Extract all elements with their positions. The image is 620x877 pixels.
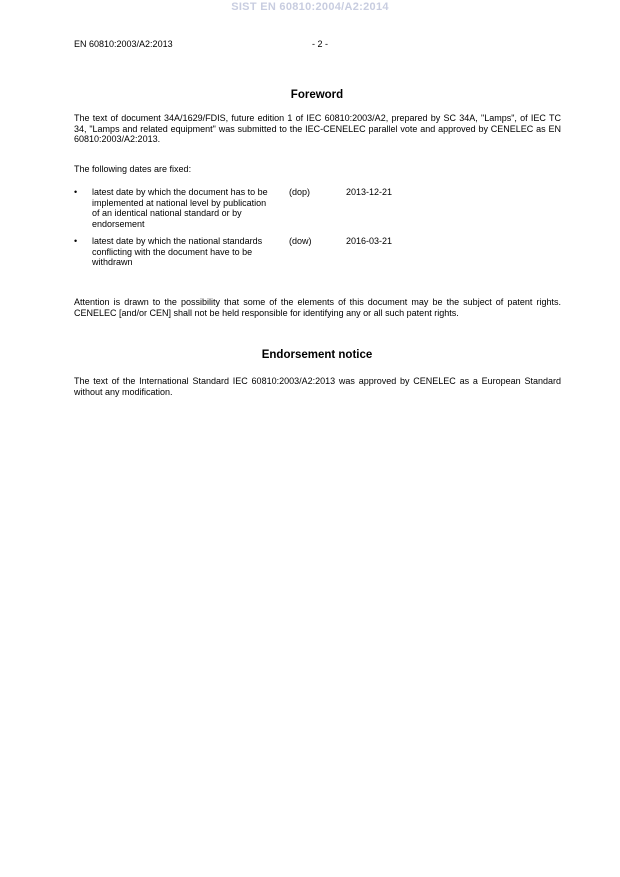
dates-intro: The following dates are fixed: xyxy=(74,164,192,174)
date-item-text: latest date by which the national standards conflicting with the document have to be withdrawn xyxy=(92,236,263,267)
foreword-title: Foreword xyxy=(290,89,344,101)
attention-paragraph: Attention is drawn to the possibility that some of the elements of this document may be the subject of patent rights. CENELEC [and/or CEN] shall not be held responsible for identifying any or all such patent rights. xyxy=(74,297,561,318)
date-item-date: 2016-03-21 xyxy=(346,236,393,246)
watermark: SIST EN 60810:2004/A2:2014 xyxy=(231,1,389,13)
bullet-icon: • xyxy=(74,187,78,197)
bullet-icon: • xyxy=(74,236,78,246)
header-doc-id: EN 60810:2003/A2:2013 xyxy=(74,39,173,49)
date-item-text: latest date by which the document has to be implemented at national level by publication of an identical national standard or by endorsement xyxy=(92,187,268,229)
page-number: - 2 - xyxy=(311,39,328,49)
date-item-code: (dop) xyxy=(289,187,311,197)
foreword-intro: The text of document 34A/1629/FDIS, future edition 1 of IEC 60810:2003/A2, prepared by SC 34A, "Lamps", of IEC TC 34, "Lamps and related equipment" was submitted to the IEC-CENELEC parallel vote and approved by CENELEC as EN 60810:2003/A2:2013. xyxy=(74,113,561,144)
endorsement-title: Endorsement notice xyxy=(261,349,373,361)
date-item-code: (dow) xyxy=(289,236,312,246)
endorsement-text: The text of the International Standard IEC 60810:2003/A2:2013 was approved by CENELEC as a European Standard without any modification. xyxy=(74,376,561,397)
date-item-date: 2013-12-21 xyxy=(346,187,393,197)
